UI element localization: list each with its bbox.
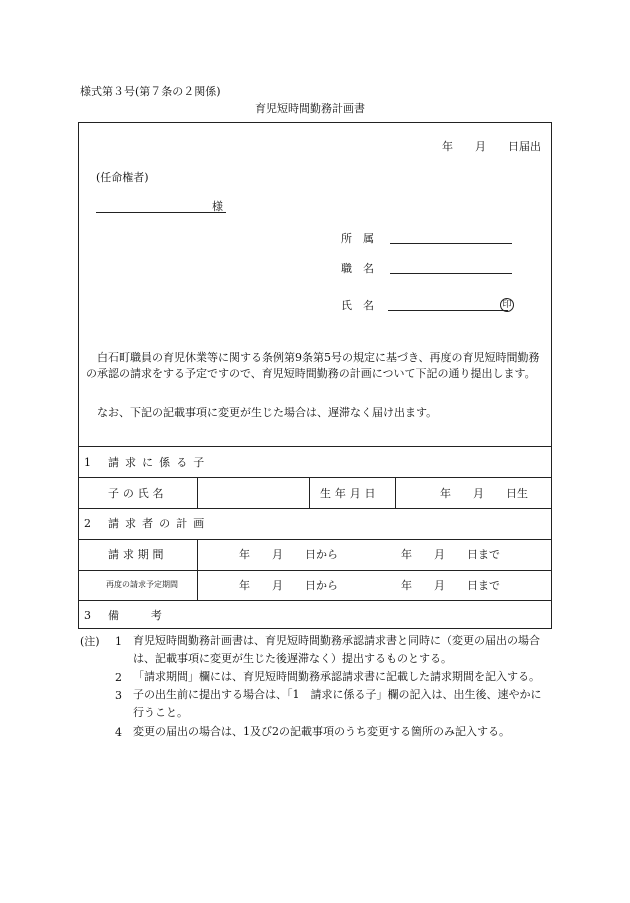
- rerequest-period-to[interactable]: 年 月 日まで: [401, 579, 500, 592]
- note-3-number: 3: [115, 689, 122, 702]
- note-1-number: 1: [115, 635, 122, 648]
- note-2-text: 「請求期間」欄には、育児短時間勤務承認請求書に記載した請求期間を記入する。: [133, 670, 540, 683]
- note-4-number: 4: [115, 726, 122, 739]
- child-name-input[interactable]: [198, 478, 308, 507]
- section3-number: 3: [84, 609, 91, 622]
- section3-title: 備 考: [108, 609, 166, 622]
- birth-date-value[interactable]: 年 月 日生: [440, 487, 528, 500]
- request-period-label: 請求期間: [108, 548, 168, 561]
- section2-number: 2: [84, 517, 91, 530]
- notice-text: なお、下記の記載事項に変更が生じた場合は、遅滞なく届け出ます。: [97, 406, 438, 419]
- affiliation-label: 所 属: [341, 232, 374, 245]
- request-period-from[interactable]: 年 月 日から: [239, 548, 338, 561]
- note-3-text: 子の出生前に提出する場合は、「1 請求に係る子」欄の記入は、出生後、速やかに行うこと。: [133, 688, 542, 719]
- note-1-text: 育児短時間勤務計画書は、育児短時間勤務承認請求書と同時に（変更の届出の場合は、記載事項に変更が生じた後遅滞なく）提出するものとする。: [133, 634, 540, 665]
- rerequest-period-label: 再度の請求予定期間: [106, 580, 178, 589]
- body-paragraph: 白石町職員の育児休業等に関する条例第9条第5号の規定に基づき、再度の育児短時間勤務の承認の請求をする予定ですので、育児短時間勤務の計画について下記の通り提出します。: [86, 351, 540, 380]
- notes-prefix: (注): [80, 635, 100, 648]
- job-title-input[interactable]: [390, 273, 512, 274]
- note-4-text: 変更の届出の場合は、1及び2の記載事項のうち変更する箇所のみ記入する。: [133, 725, 510, 738]
- birth-date-label: 生年月日: [320, 487, 380, 500]
- appointer-name-line: [96, 212, 226, 213]
- affiliation-input[interactable]: [390, 243, 512, 244]
- appointer-label: (任命権者): [96, 171, 149, 184]
- honorific: 様: [212, 200, 223, 213]
- note-2-number: 2: [115, 671, 122, 684]
- name-label: 氏 名: [341, 299, 374, 312]
- child-name-label: 子の氏名: [108, 487, 168, 500]
- page-title: 育児短時間勤務計画書: [255, 102, 365, 115]
- date-line: 年 月 日届出: [442, 140, 541, 153]
- name-input[interactable]: [388, 310, 508, 311]
- section1-title: 請求に係る子: [108, 456, 211, 469]
- request-period-to[interactable]: 年 月 日まで: [401, 548, 500, 561]
- job-title-label: 職 名: [341, 262, 374, 275]
- section2-title: 請求者の計画: [108, 517, 211, 530]
- section1-number: 1: [84, 456, 91, 469]
- rerequest-period-from[interactable]: 年 月 日から: [239, 579, 338, 592]
- seal-mark: 印: [500, 298, 514, 312]
- form-number: 様式第３号(第７条の２関係): [80, 85, 221, 98]
